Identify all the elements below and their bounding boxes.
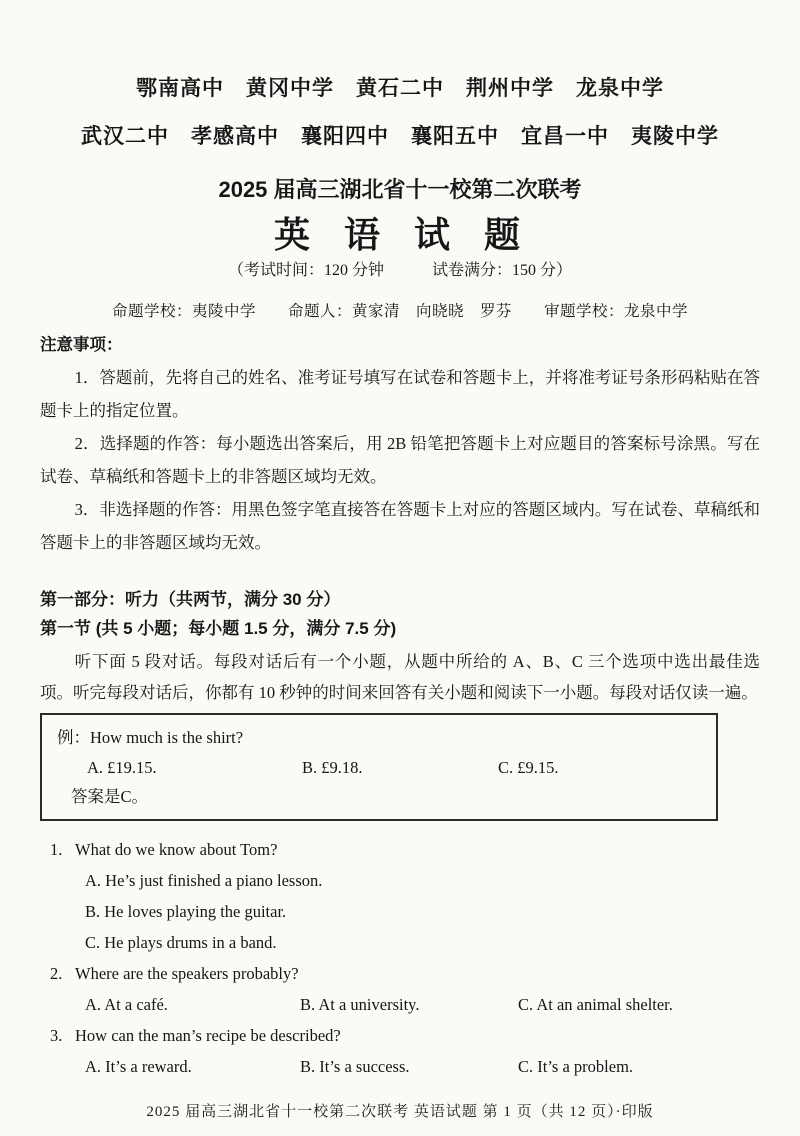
question-line — [40, 834, 760, 865]
exam-meta: （考试时间：120 分钟 试卷满分：150 分） — [227, 262, 572, 279]
example-prompt: 例：How much is the shirt? — [57, 728, 244, 747]
question-item-1 — [40, 834, 760, 958]
option-c: C. It’s a problem. — [518, 1057, 634, 1076]
example-option-b: B. £9.18. — [302, 758, 363, 777]
school-line-2: 武汉二中 孝感高中 襄阳四中 襄阳五中 宜昌一中 夷陵中学 — [81, 125, 719, 148]
notice-item-3: 3．非选择题的作答：用黑色签字笔直接答在答题卡上对应的答题区域内。写在试卷、草稿纸和答题卡上的非答题区域均无效。 — [40, 500, 760, 552]
example-option-c: C. £9.15. — [498, 758, 559, 777]
exam-session: 2025 届高三湖北省十一校第二次联考 — [218, 177, 582, 202]
question-options — [85, 1051, 760, 1082]
option-c: C. He plays drums in a band. — [85, 933, 277, 952]
question-options — [85, 865, 760, 958]
listening-part-block — [40, 590, 760, 708]
option-a: A. He’s just finished a piano lesson. — [85, 871, 323, 890]
option-b: B. It’s a success. — [300, 1057, 410, 1076]
page-title: 英 语 试 题 — [273, 214, 532, 255]
notice-item-1: 1．答题前，先将自己的姓名、准考证号填写在试卷和答题卡上，并将准考证号条形码粘贴在答题卡上的指定位置。 — [40, 368, 760, 420]
section1-heading: 第一节 (共 5 小题；每小题 1.5 分，满分 7.5 分) — [40, 619, 397, 638]
example-option-a: A. £19.15. — [87, 758, 157, 777]
header-block — [40, 78, 760, 320]
option-b: B. He loves playing the guitar. — [85, 902, 287, 921]
option-a: A. At a café. — [85, 995, 168, 1014]
example-options-row — [87, 754, 706, 782]
question-text: How can the man’s recipe be described? — [75, 1026, 341, 1045]
question-list — [40, 834, 760, 1082]
question-number: 1. — [50, 840, 63, 859]
option-c: C. At an animal shelter. — [518, 995, 673, 1014]
option-b: B. At a university. — [300, 995, 420, 1014]
school-line-1: 鄂南高中 黄冈中学 黄石二中 荆州中学 龙泉中学 — [136, 77, 664, 100]
question-item-2 — [40, 958, 760, 1020]
question-line — [40, 1020, 760, 1051]
question-item-3 — [40, 1020, 760, 1082]
setter-line: 命题学校：夷陵中学 命题人：黄家清 向晓晓 罗芬 审题学校：龙泉中学 — [111, 303, 688, 320]
question-line — [40, 958, 760, 989]
option-a: A. It’s a reward. — [85, 1057, 192, 1076]
example-answer: 答案是C。 — [71, 787, 149, 806]
notice-item-2: 2．选择题的作答：每小题选出答案后，用 2B 铅笔把答题卡上对应题目的答案标号涂黑。写在试卷、草稿纸和答题卡上的非答题区域均无效。 — [40, 434, 760, 486]
listening-instructions: 听下面 5 段对话。每段对话后有一个小题，从题中所给的 A、B、C 三个选项中选出最佳选项。听完每段对话后，你都有 10 秒钟的时间来回答有关小题和阅读下一小题。每段对话仅读一遍。 — [40, 652, 760, 702]
page-footer: 2025 届高三湖北省十一校第二次联考 英语试题 第 1 页（共 12 页）·印版 — [146, 1104, 654, 1120]
notice-heading: 注意事项： — [40, 336, 123, 354]
question-text: What do we know about Tom? — [75, 840, 278, 859]
question-text: Where are the speakers probably? — [75, 964, 299, 983]
part1-heading: 第一部分：听力（共两节，满分 30 分） — [40, 590, 341, 609]
question-options — [85, 989, 760, 1020]
notice-block — [40, 336, 760, 559]
question-number: 3. — [50, 1026, 63, 1045]
question-number: 2. — [50, 964, 63, 983]
example-box — [40, 713, 718, 821]
